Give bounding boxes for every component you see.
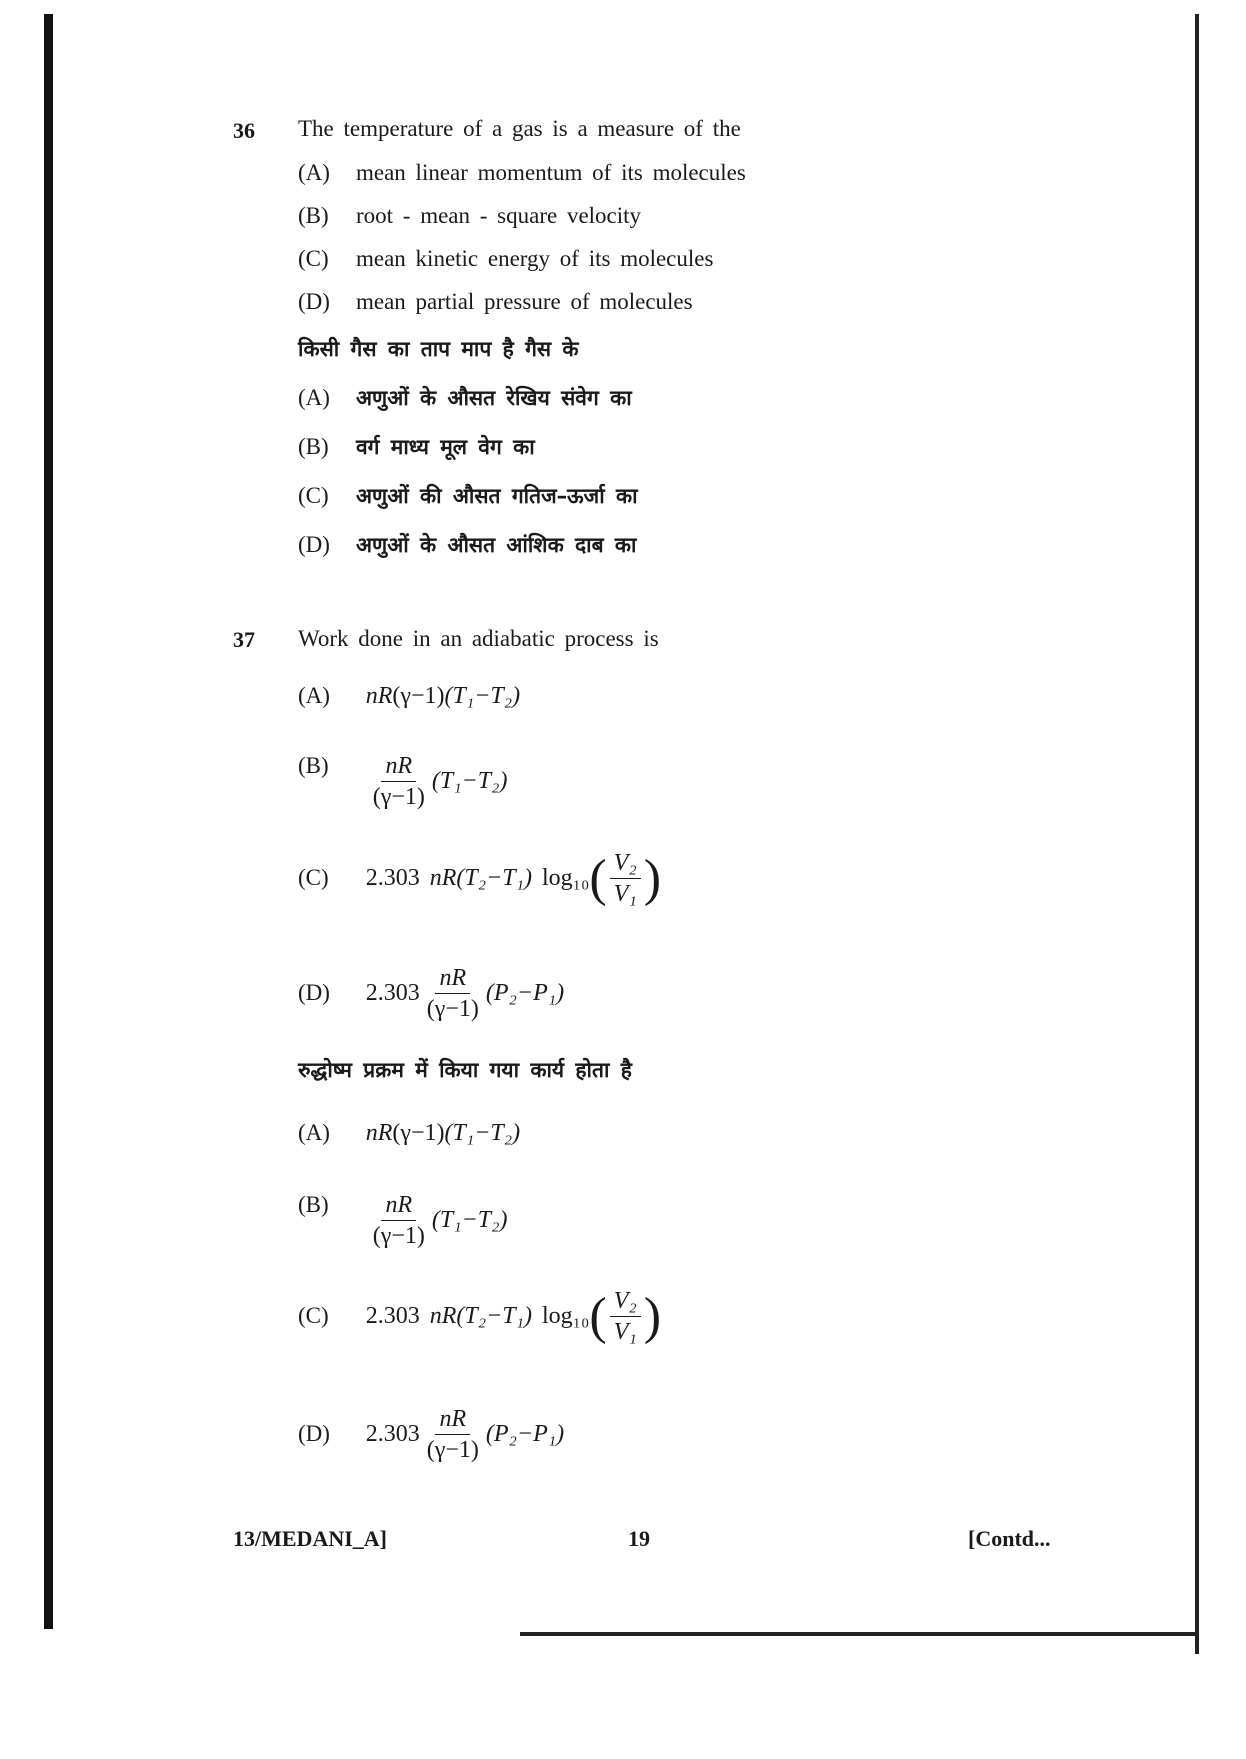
term-tdiff: (T₁−T₂) xyxy=(431,1207,508,1234)
option-label: (D) xyxy=(298,289,330,314)
option-label: (B) xyxy=(298,434,329,459)
option-text: mean linear momentum of its molecules xyxy=(356,160,746,185)
option-text: mean kinetic energy of its molecules xyxy=(356,246,714,271)
numerator: V₂ xyxy=(610,1288,641,1317)
term-tdiff: (T₂−T₁) xyxy=(456,865,532,892)
q36-option-d-en[interactable] xyxy=(298,289,693,315)
option-label: (A) xyxy=(298,683,330,708)
option-label: (B) xyxy=(298,1192,329,1217)
option-text: mean partial pressure of molecules xyxy=(356,289,693,314)
option-text: अणुओं के औसत रेखिय संवेग का xyxy=(356,386,632,410)
q37-option-d-hi[interactable] xyxy=(298,1406,564,1464)
term-tdiff: (T₁−T₂) xyxy=(444,683,521,709)
q37-option-d-en[interactable] xyxy=(298,965,564,1023)
term-tdiff: (T₁−T₂) xyxy=(431,768,508,795)
formula-a xyxy=(366,683,520,710)
page-border-bottom xyxy=(520,1632,1198,1636)
formula-d xyxy=(366,1406,564,1464)
option-label: (D) xyxy=(298,980,330,1006)
option-label: (C) xyxy=(298,246,329,271)
option-text: root - mean - square velocity xyxy=(356,203,642,228)
q36-option-c-en[interactable] xyxy=(298,246,713,272)
option-label: (D) xyxy=(298,1421,330,1447)
denominator: (γ−1) xyxy=(372,784,425,811)
q37-option-b-hi[interactable] xyxy=(298,1192,507,1250)
fraction xyxy=(423,965,483,1023)
footer-page-number: 19 xyxy=(628,1526,650,1551)
formula-a xyxy=(366,1120,520,1147)
q36-option-b-hi[interactable] xyxy=(298,433,535,461)
term-gamma: (γ−1) xyxy=(392,683,445,709)
term-nR: nR xyxy=(365,683,393,709)
numerator: V₂ xyxy=(610,850,641,879)
term-nR: nR xyxy=(365,1120,393,1146)
q36-option-a-hi[interactable] xyxy=(298,384,632,412)
option-text: अणुओं की औसत गतिज–ऊर्जा का xyxy=(356,484,638,508)
numerator: nR xyxy=(381,1192,416,1221)
denominator: V₁ xyxy=(613,881,637,908)
footer-contd: [Contd... xyxy=(968,1526,1051,1551)
question-37-number: 37 xyxy=(233,627,255,652)
footer-paper-code: 13/MEDANI_A] xyxy=(233,1526,387,1551)
term-pdiff: (P₂−P₁) xyxy=(485,1421,565,1448)
numerator: nR xyxy=(381,753,416,782)
q37-option-c-en[interactable] xyxy=(298,850,661,908)
option-label: (C) xyxy=(298,1303,329,1329)
term-log: log₁₀ xyxy=(541,1303,590,1330)
term-nR: nR xyxy=(429,865,457,892)
formula-d xyxy=(366,965,564,1023)
denominator: V₁ xyxy=(613,1319,637,1346)
denominator: (γ−1) xyxy=(372,1223,425,1250)
formula-c: 2.303 nR (T₂−T₁) log₁₀ ( $\frac{\text{V₂}}{\text{V₁}}$ ) xyxy=(365,1287,662,1346)
q36-option-c-hi[interactable] xyxy=(298,482,638,510)
q36-option-d-hi[interactable] xyxy=(298,531,636,559)
denominator: (γ−1) xyxy=(426,996,479,1023)
option-label: (A) xyxy=(298,385,330,410)
option-label: (A) xyxy=(298,160,330,185)
option-label: (D) xyxy=(298,532,330,557)
term-tdiff: (T₁−T₂) xyxy=(444,1120,521,1146)
option-label: (A) xyxy=(298,1120,330,1145)
q36-option-a-en[interactable] xyxy=(298,160,746,186)
q37-option-a-hi[interactable] xyxy=(298,1120,520,1147)
term-log: log₁₀ xyxy=(541,865,590,892)
term-coef: 2.303 xyxy=(365,865,420,892)
term-coef: 2.303 xyxy=(365,980,420,1007)
fraction xyxy=(369,1192,429,1250)
denominator: (γ−1) xyxy=(426,1437,479,1464)
term-tdiff: (T₂−T₁) xyxy=(456,1303,532,1330)
q37-option-c-hi[interactable] xyxy=(298,1288,661,1346)
option-text: वर्ग माध्य मूल वेग का xyxy=(356,435,535,459)
fraction xyxy=(369,753,429,811)
q37-option-a-en[interactable] xyxy=(298,683,520,710)
option-label: (B) xyxy=(298,753,329,778)
question-36-number: 36 xyxy=(233,118,255,143)
term-coef: 2.303 xyxy=(365,1303,420,1330)
option-label: (B) xyxy=(298,203,329,228)
page-border-left xyxy=(44,14,53,1629)
numerator: nR xyxy=(435,1406,470,1435)
q37-option-b-en[interactable] xyxy=(298,753,507,811)
formula-b xyxy=(366,1192,508,1250)
term-coef: 2.303 xyxy=(365,1421,420,1448)
formula-c: 2.303 nR (T₂−T₁) log₁₀ ( $\frac{\text{V₂}}{\text{V₁}}$ ) xyxy=(365,849,662,908)
question-36-text-en: The temperature of a gas is a measure of the xyxy=(298,116,741,141)
question-36-text-hi: किसी गैस का ताप माप है गैस के xyxy=(298,337,579,361)
formula-b xyxy=(366,753,508,811)
option-text: अणुओं के औसत आंशिक दाब का xyxy=(356,533,637,557)
question-37-text-en: Work done in an adiabatic process is xyxy=(298,626,659,651)
term-nR: nR xyxy=(429,1303,457,1330)
q36-option-b-en[interactable] xyxy=(298,203,641,229)
fraction xyxy=(423,1406,483,1464)
term-pdiff: (P₂−P₁) xyxy=(485,980,565,1007)
page-border-right xyxy=(1195,14,1199,1654)
question-37-text-hi: रुद्धोष्म प्रक्रम में किया गया कार्य होता है xyxy=(298,1058,632,1082)
fraction xyxy=(610,1288,641,1346)
option-label: (C) xyxy=(298,865,329,891)
term-gamma: (γ−1) xyxy=(392,1120,445,1146)
option-label: (C) xyxy=(298,483,329,508)
fraction xyxy=(610,850,641,908)
numerator: nR xyxy=(435,965,470,994)
